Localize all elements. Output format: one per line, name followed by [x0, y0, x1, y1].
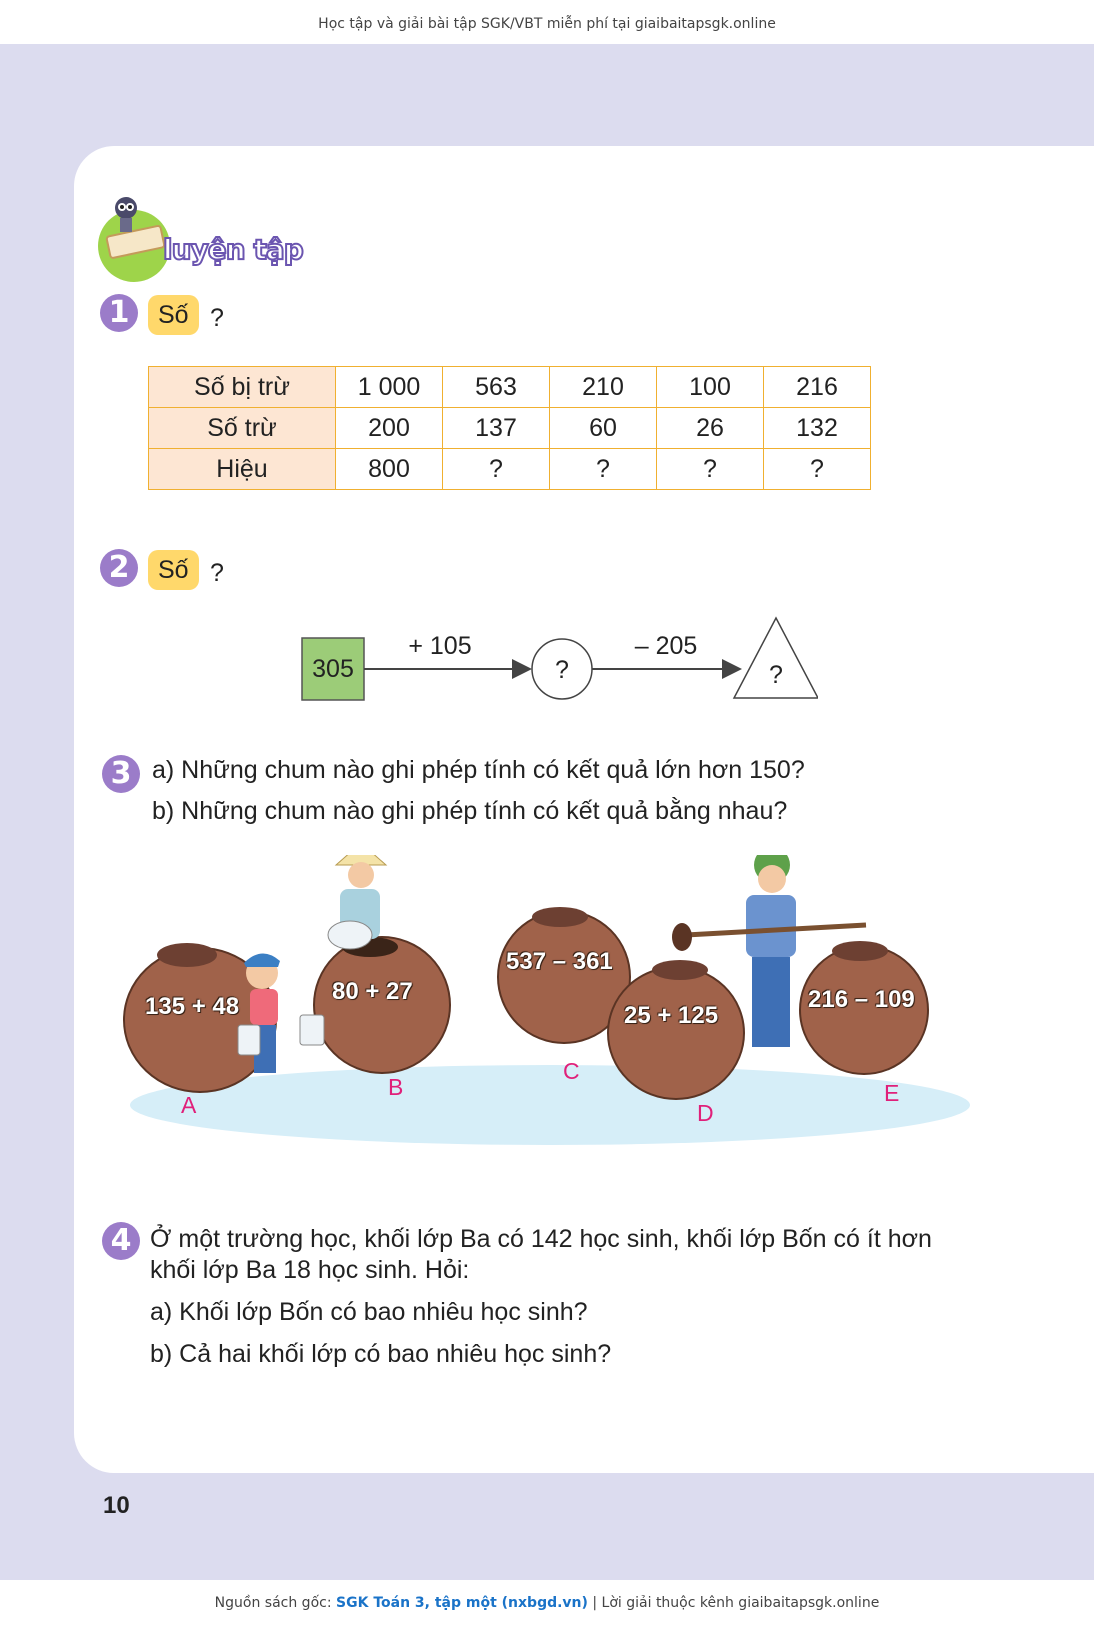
end-value: ? [769, 661, 783, 689]
jar-a-expression: 135 + 48 [145, 993, 240, 1020]
woman-figure [328, 855, 386, 949]
table-cell: ? [657, 449, 764, 490]
table-cell: 132 [764, 408, 871, 449]
table-cell: ? [550, 449, 657, 490]
so-label-1: Số [148, 295, 199, 335]
footer-prefix: Nguồn sách gốc: [214, 1595, 337, 1611]
jar-c-expression: 537 – 361 [506, 948, 613, 975]
question-number-1: 1 [100, 294, 138, 332]
table-cell: 1 000 [336, 367, 443, 408]
table-row [149, 408, 871, 449]
question-mark-1: ? [210, 304, 224, 332]
table-cell: 800 [336, 449, 443, 490]
jar-b-letter: B [388, 1074, 404, 1100]
question-4b-text: b) Cả hai khối lớp có bao nhiêu học sinh? [150, 1340, 612, 1368]
table-cell: 216 [764, 367, 871, 408]
table-cell: 26 [657, 408, 764, 449]
table-cell: ? [443, 449, 550, 490]
table-cell: 210 [550, 367, 657, 408]
table-row [149, 367, 871, 408]
source-link[interactable]: SGK Toán 3, tập một (nxbgd.vn) [336, 1595, 588, 1611]
jar-b-expression: 80 + 27 [332, 978, 413, 1005]
table-cell: ? [764, 449, 871, 490]
table-cell: Số trừ [149, 408, 336, 449]
boy-figure [238, 953, 324, 1073]
middle-value: ? [555, 656, 569, 684]
question-number-4: 4 [102, 1222, 140, 1260]
operation-1: + 105 [408, 632, 472, 660]
table-row [149, 449, 871, 490]
question-number-2: 2 [100, 549, 138, 587]
table-cell: 100 [657, 367, 764, 408]
operation-2: – 205 [634, 632, 698, 660]
question-number-3: 3 [102, 755, 140, 793]
jar-d-expression: 25 + 125 [624, 1002, 719, 1029]
table-cell: Hiệu [149, 449, 336, 490]
site-footer [0, 1580, 1094, 1626]
table-cell: 563 [443, 367, 550, 408]
jar-e-letter: E [884, 1080, 900, 1106]
question-3b-text: b) Những chum nào ghi phép tính có kết quả bằng nhau? [152, 797, 788, 825]
arrow-chain-diagram [298, 610, 818, 710]
question-4-line-2: khối lớp Ba 18 học sinh. Hỏi: [150, 1256, 470, 1284]
question-4-line-1: Ở một trường học, khối lớp Ba có 142 học sinh, khối lớp Bốn có ít hơn [150, 1225, 932, 1253]
jar-e-expression: 216 – 109 [808, 986, 915, 1013]
so-label-2: Số [148, 550, 199, 590]
table-cell: 60 [550, 408, 657, 449]
jar-a-letter: A [181, 1092, 197, 1118]
table-cell: 137 [443, 408, 550, 449]
table-cell: 200 [336, 408, 443, 449]
question-3a-text: a) Những chum nào ghi phép tính có kết quả lớn hơn 150? [152, 756, 805, 784]
jar-d [608, 967, 744, 1099]
footer-suffix: | Lời giải thuộc kênh giaibaitapsgk.online [587, 1595, 880, 1611]
subtraction-table [148, 366, 871, 490]
site-header: Học tập và giải bài tập SGK/VBT miễn phí tại giaibaitapsgk.online [0, 0, 1094, 44]
start-value: 305 [312, 655, 354, 683]
question-mark-2: ? [210, 559, 224, 587]
section-title: luyện tập [163, 233, 303, 266]
question-4a-text: a) Khối lớp Bốn có bao nhiêu học sinh? [150, 1298, 588, 1326]
page-number: 10 [103, 1492, 130, 1519]
table-cell: Số bị trừ [149, 367, 336, 408]
jar-d-letter: D [697, 1100, 714, 1126]
jar-c-letter: C [563, 1058, 580, 1084]
